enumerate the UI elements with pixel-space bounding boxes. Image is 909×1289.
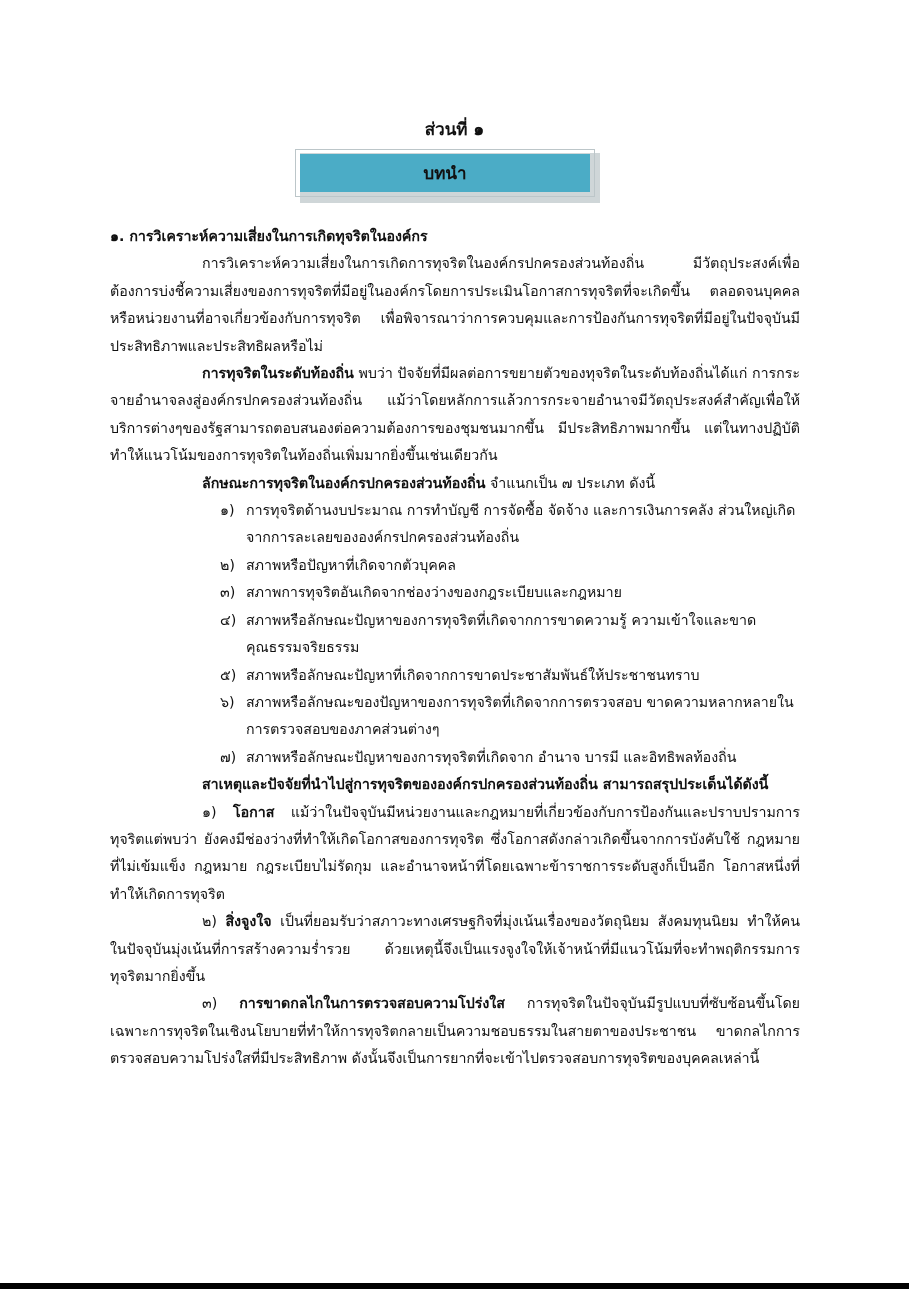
causes-bold: สาเหตุและปัจจัยที่นำไปสู่การทุจริตขององค์กรปกครองส่วนท้องถิ่น สามารถสรุปประเด็นได้ดังนี้ bbox=[202, 777, 769, 794]
types-list bbox=[110, 498, 800, 772]
list-text: สภาพหรือปัญหาที่เกิดจากตัวบุคคล bbox=[246, 557, 456, 574]
cause-number: ๓) bbox=[202, 996, 240, 1013]
banner-title: บทนำ bbox=[423, 163, 467, 184]
list-text: สภาพหรือลักษณะปัญหาที่เกิดจากการขาดประชาสัมพันธ์ให้ประชาชนทราบ bbox=[246, 667, 700, 684]
list-item bbox=[110, 498, 800, 553]
part-title: ส่วนที่ ๑ bbox=[424, 120, 485, 140]
intro-paragraph: การวิเคราะห์ความเสี่ยงในการเกิดการทุจริตในองค์กรปกครองส่วนท้องถิ่น มีวัตถุประสงค์เพื่อต้องการบ่งชี้ความเสี่ยงของการทุจริตที่มีอยู่ในองค์กรโดยการประเมินโอกาสการทุจริตที่จะเกิดขึ้น ตลอดจนบุคคลหรือหน่วยงานที่อาจเกี่ยวข้องกับการทุจริต เพื่อพิจารณาว่าการควบคุมและการป้องกันการทุจริตที่มีอยู่ในปัจจุบันมีประสิทธิภาพและประสิทธิผลหรือไม่ bbox=[110, 256, 800, 355]
list-number: ๑) bbox=[220, 503, 235, 520]
document-body bbox=[110, 224, 800, 1074]
list-item bbox=[110, 745, 800, 772]
list-number: ๓) bbox=[220, 585, 236, 602]
cause-number: ๑) bbox=[202, 804, 234, 821]
chapter-banner bbox=[295, 149, 595, 197]
list-item bbox=[110, 580, 800, 607]
list-item bbox=[110, 553, 800, 580]
cause-title: โอกาส bbox=[233, 804, 275, 821]
causes-heading bbox=[110, 772, 800, 799]
cause-text: การทุจริตในปัจจุบันมีรูปแบบที่ซับซ้อนขึ้นโดยเฉพาะการทุจริตในเชิงนโยบายที่ทำให้การทุจริตกลายเป็นความชอบธรรมในสายตาของประชาชน ขาดกลไกการตรวจสอบความโปร่งใสที่มีประสิทธิภาพ ดังนั้นจึงเป็นการยากที่จะเข้าไปตรวจสอบการทุจริตของบุคคลเหล่านี้ bbox=[110, 996, 800, 1068]
cause-title: การขาดกลไกในการตรวจสอบความโปร่งใส bbox=[239, 996, 505, 1013]
local-corruption-bold: การทุจริตในระดับท้องถิ่น bbox=[202, 366, 354, 383]
cause-title: สิ่งจูงใจ bbox=[225, 914, 272, 931]
cause-text: เป็นที่ยอมรับว่าสภาวะทางเศรษฐกิจที่มุ่งเน้นเรื่องของวัตถุนิยม สังคมทุนนิยม ทำให้คน ในปัจจุบันมุ่งเน้นที่การสร้างความร่ำรวย ด้วยเหตุนี้จึงเป็นแรงจูงใจให้เจ้าหน้าที่มีแนวโน้มที่จะทำพฤติกรรมการ ทุจริตมากยิ่งขึ้น bbox=[110, 914, 800, 985]
list-text: สภาพหรือลักษณะปัญหาของการทุจริตที่เกิดจาก อำนาจ บารมี และอิทธิพลท้องถิ่น bbox=[246, 749, 737, 766]
list-item bbox=[110, 690, 800, 745]
list-number: ๔) bbox=[220, 612, 237, 629]
list-text: สภาพการทุจริตอันเกิดจากช่องว่างของกฎระเบียบและกฎหมาย bbox=[246, 585, 622, 602]
cause-number: ๒) bbox=[202, 914, 226, 931]
cause-paragraph bbox=[110, 909, 800, 991]
list-text: สภาพหรือลักษณะของปัญหาของการทุจริตที่เกิดจากการตรวจสอบ ขาดความหลากหลายในการตรวจสอบของภาคส่วนต่างๆ bbox=[246, 694, 794, 739]
local-corruption-paragraph bbox=[110, 361, 800, 471]
list-number: ๖) bbox=[220, 694, 235, 711]
cause-paragraph bbox=[110, 991, 800, 1073]
types-intro bbox=[110, 471, 800, 498]
local-corruption-text: พบว่า ปัจจัยที่มีผลต่อการขยายตัวของทุจริตในระดับท้องถิ่นได้แก่ การกระจายอำนาจลงสู่องค์กรปกครองส่วนท้องถิ่น แม้ว่าโดยหลักการแล้วการกระจายอำนาจมีวัตถุประสงค์สำคัญเพื่อให้บริการต่างๆของรัฐสามารถตอบสนองต่อความต้องการของชุมชนมากขึ้น มีประสิทธิภาพมากขึ้น แต่ในทางปฏิบัติทำให้แนวโน้มของการทุจริตในท้องถิ่นเพิ่มมากยิ่งขึ้นเช่นเดียวกัน bbox=[110, 366, 800, 465]
list-item bbox=[110, 663, 800, 690]
list-item bbox=[110, 608, 800, 663]
list-number: ๕) bbox=[220, 667, 237, 684]
types-bold: ลักษณะการทุจริตในองค์กรปกครองส่วนท้องถิ่น bbox=[202, 475, 486, 492]
footer-rule bbox=[0, 1283, 909, 1289]
list-number: ๗) bbox=[220, 749, 237, 766]
list-text: สภาพหรือลักษณะปัญหาของการทุจริตที่เกิดจากการขาดความรู้ ความเข้าใจและขาดคุณธรรมจริยธรรม bbox=[246, 612, 757, 657]
cause-text: แม้ว่าในปัจจุบันมีหน่วยงานและกฎหมายที่เกี่ยวข้องกับการป้องกันและปราบปรามการ ทุจริตแต่พบว่า ยังคงมีช่องว่างที่ทำให้เกิดโอกาสของการทุจริต ซึ่งโอกาสดังกล่าวเกิดขึ้นจากการบังคับใช้ กฎหมายที่ไม่เข้มแข็ง กฎหมาย กฎระเบียบไม่รัดกุม และอำนาจหน้าที่โดยเฉพาะข้าราชการระดับสูงก็เป็นอีก โอกาสหนึ่งที่ทำให้เกิดการทุจริต bbox=[110, 804, 800, 903]
list-number: ๒) bbox=[220, 557, 235, 574]
list-text: การทุจริตด้านงบประมาณ การทำบัญชี การจัดซื้อ จัดจ้าง และการเงินการคลัง ส่วนใหญ่เกิดจากการละเลยขององค์กรปกครองส่วนท้องถิ่น bbox=[246, 503, 796, 547]
types-text: จำแนกเป็น ๗ ประเภท ดังนี้ bbox=[485, 475, 656, 492]
section-heading: ๑. การวิเคราะห์ความเสี่ยงในการเกิดทุจริตในองค์กร bbox=[110, 229, 428, 245]
cause-paragraph bbox=[110, 800, 800, 910]
